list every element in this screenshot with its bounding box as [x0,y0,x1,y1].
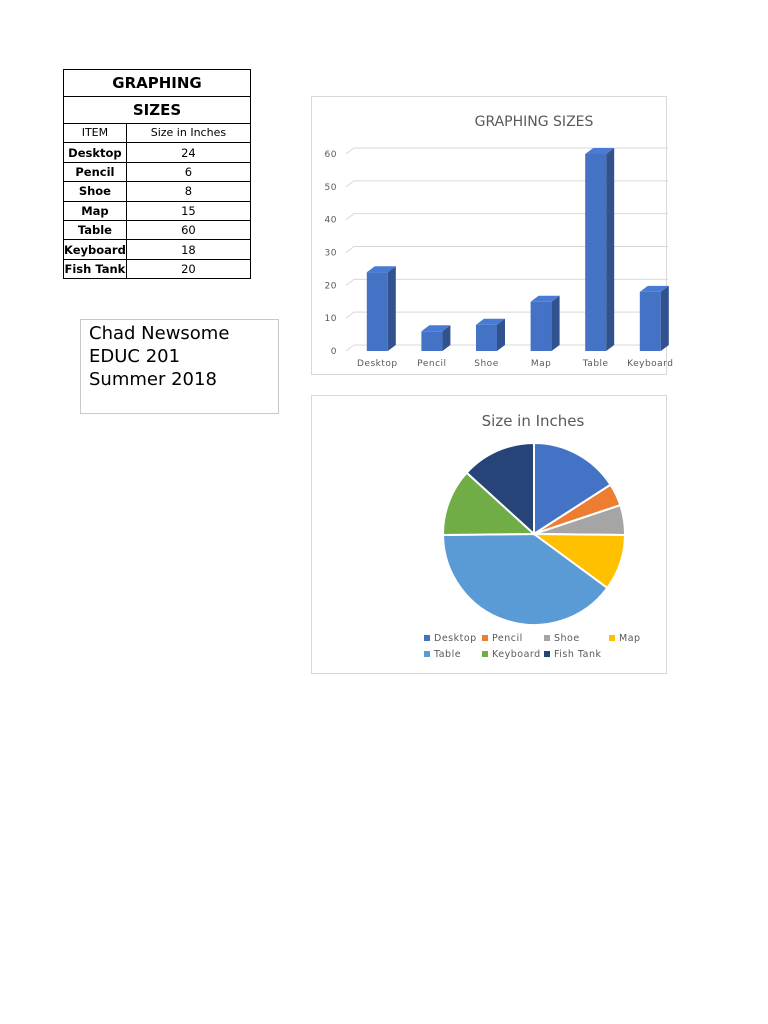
item-cell: Shoe [64,182,127,201]
y-tick-label: 10 [324,314,337,325]
table-row [64,143,251,162]
legend-label: Keyboard [492,649,541,660]
gridline [346,181,668,187]
y-tick-label: 50 [324,182,337,193]
bar-chart [311,96,674,375]
bar [476,319,505,351]
legend-swatch [544,651,550,657]
bar [421,325,450,351]
size-cell: 6 [126,162,250,181]
graphing-sizes-table [63,69,251,279]
table-row [64,259,251,278]
bar [585,148,614,351]
gridline [346,214,668,220]
table-row [64,220,251,239]
y-tick-label: 20 [324,281,337,292]
gridline [346,247,668,253]
x-tick-label: Keyboard [627,359,674,369]
x-tick-label: Pencil [417,359,447,369]
size-cell: 18 [126,240,250,259]
size-cell: 8 [126,182,250,201]
y-tick-label: 30 [324,248,337,259]
bar-chart-title: GRAPHING SIZES [474,114,594,130]
x-tick-label: Desktop [356,359,398,369]
item-cell: Table [64,220,127,239]
gridline [346,148,668,154]
size-cell: 60 [126,220,250,239]
legend-swatch [544,635,550,641]
item-cell: Desktop [64,143,127,162]
table-row [64,240,251,259]
legend-swatch [424,635,430,641]
table-body [64,143,251,279]
term-name: Summer 2018 [89,369,217,390]
x-tick-label: Shoe [474,359,499,369]
table-title-line1: GRAPHING [64,70,251,97]
legend-label: Table [434,649,462,660]
x-tick-label: Table [582,359,609,369]
pie-chart [311,395,667,674]
bar [367,266,396,351]
legend-label: Pencil [492,633,523,644]
y-tick-label: 0 [330,347,337,357]
size-cell: 24 [126,143,250,162]
header-size: Size in Inches [126,124,250,143]
bar [640,286,669,351]
table-row [64,201,251,220]
legend-swatch [482,635,488,641]
y-tick-label: 40 [324,215,337,226]
x-tick-label: Map [530,359,552,369]
table-row [64,162,251,181]
bar [531,296,560,351]
table-row [64,182,251,201]
item-cell: Keyboard [64,240,127,259]
y-tick-label: 60 [324,150,337,160]
legend-swatch [482,651,488,657]
item-cell: Pencil [64,162,127,181]
course-name: EDUC 201 [89,346,181,367]
bar-chart-svg [312,97,674,376]
table-title-line2: SIZES [64,97,251,124]
item-cell: Fish Tank [64,259,127,278]
item-cell: Map [64,201,127,220]
legend-label: Desktop [434,633,477,644]
name-box [80,319,279,414]
legend-swatch [609,635,615,641]
legend-label: Shoe [554,633,580,644]
size-cell: 20 [126,259,250,278]
pie-chart-svg [312,396,668,675]
legend-swatch [424,651,430,657]
author-name: Chad Newsome [89,323,230,344]
header-item: ITEM [64,124,127,143]
pie-chart-title: Size in Inches [481,412,585,430]
legend-label: Fish Tank [554,649,602,660]
legend-label: Map [619,633,641,644]
size-cell: 15 [126,201,250,220]
